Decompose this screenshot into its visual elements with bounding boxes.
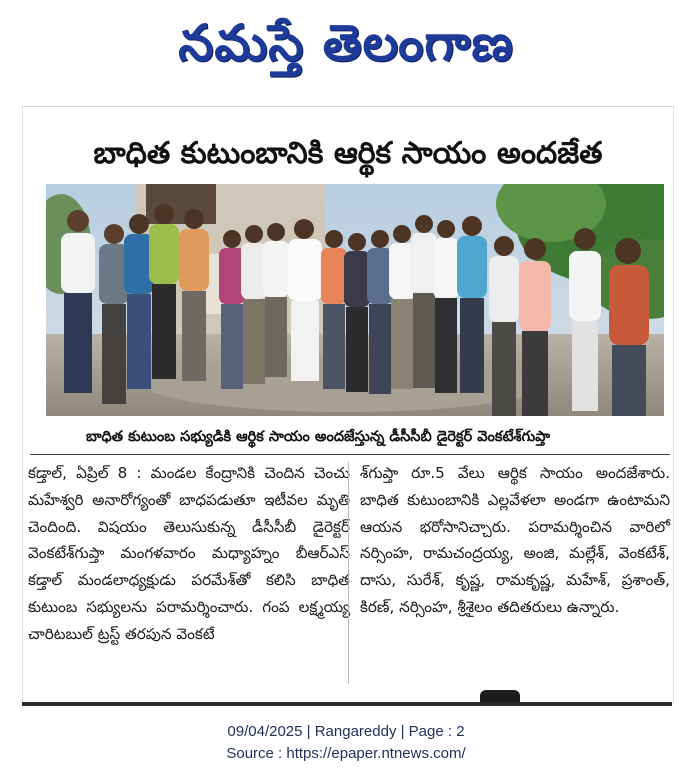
article-body-right-column: శ్‌గుప్తా రూ.5 వేలు ఆర్థిక సాయం అందజేశారు. బాధిత కుటుంబానికి ఎల్లవేళలా అండగా ఉంటామని ఆయన భరోసానిచ్చారు. పరామర్శించిన వారిలో నర్సింహ, రామచంద్రయ్య, అంజి, మల్లేశ్, వెంకటేశ్, దాసు, సురేశ్, కృష్ణ, రామకృష్ణ, మహేశ్, ప్రశాంత్, కిరణ్, నర్సింహ, శ్రీశైలం తదితరులు ఉన్నారు. [360, 464, 670, 616]
source-link[interactable]: Source : https://epaper.ntnews.com/ [226, 745, 466, 762]
newspaper-masthead: నమస్తే తెలంగాణ [178, 13, 514, 72]
article-body-left-column: కడ్తాల్, ఏప్రిల్ 8 : మండల కేంద్రానికి చెందిన చెంచు మహేశ్వరి అనారోగ్యంతో బాధపడుతూ ఇటీవల మృతి చెందింది. విషయం తెలుసుకున్న డీసీసీబీ డైరెక్టర్ వెంకటేశ్‌గుప్తా మంగళవారం మధ్యాహ్నం బీఆర్‌ఎస్ కడ్తాల్ మండలాధ్యక్షుడు పరమేశ్‌తో కలిసి బాధిత కుటుంబ సభ్యులను పరామర్శించారు. గంప లక్ష్మయ్య చారిటబుల్ ట్రస్ట్ తరపున వెంకటే [28, 464, 350, 643]
article-photo [46, 184, 664, 416]
photo-caption: బాధిత కుటుంబ సభ్యుడికి ఆర్థిక సాయం అందజేస్తున్న డీసీసీబీ డైరెక్టర్ వెంకటేశ్‌గుప్తా [86, 429, 551, 445]
column-divider [348, 462, 349, 684]
edition-info: 09/04/2025 | Rangareddy | Page : 2 [227, 723, 465, 740]
clipping-bottom-border [22, 702, 672, 706]
article-headline: బాధిత కుటుంబానికి ఆర్థిక సాయం అందజేత [93, 136, 603, 171]
caption-divider [30, 454, 670, 455]
